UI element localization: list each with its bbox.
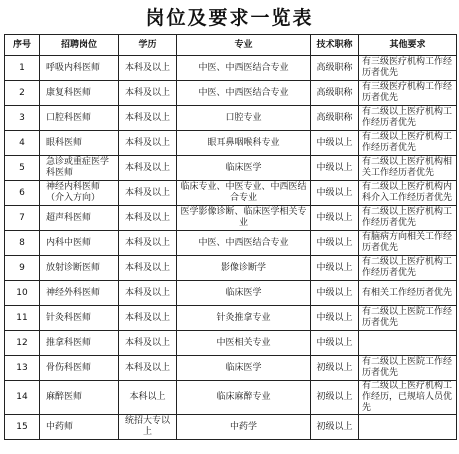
table-row xyxy=(5,306,457,331)
page-title: 岗位及要求一览表 xyxy=(145,7,314,29)
cell-education: 本科及以上 xyxy=(119,56,177,81)
cell-education: 统招大专以上 xyxy=(119,415,177,440)
header-major: 专业 xyxy=(177,35,311,56)
cell-major: 临床医学 xyxy=(177,281,311,306)
cell-major: 临床医学 xyxy=(177,356,311,381)
cell-major: 口腔专业 xyxy=(177,106,311,131)
cell-education: 本科及以上 xyxy=(119,281,177,306)
table-row xyxy=(5,181,457,206)
cell-other-requirements: 有三级医疗机构工作经历者优先 xyxy=(359,81,457,106)
cell-title: 高级职称 xyxy=(311,81,359,106)
cell-position: 麻醉医师 xyxy=(40,381,119,415)
cell-index: 1 xyxy=(5,56,40,81)
cell-other-requirements xyxy=(359,331,457,356)
cell-position: 放射诊断医师 xyxy=(40,256,119,281)
cell-major: 影像诊断学 xyxy=(177,256,311,281)
cell-other-requirements: 有二级以上医疗机构工作经历者优先 xyxy=(359,256,457,281)
header-education: 学历 xyxy=(119,35,177,56)
cell-major: 临床医学 xyxy=(177,156,311,181)
cell-other-requirements: 有二级以上医疗机构内科介入工作经历者优先 xyxy=(359,181,457,206)
cell-index: 4 xyxy=(5,131,40,156)
cell-title: 中级以上 xyxy=(311,331,359,356)
header-other-requirements: 其他要求 xyxy=(359,35,457,56)
cell-position: 超声科医师 xyxy=(40,206,119,231)
cell-position: 骨伤科医师 xyxy=(40,356,119,381)
cell-title: 中级以上 xyxy=(311,156,359,181)
cell-index: 15 xyxy=(5,415,40,440)
cell-position: 康复科医师 xyxy=(40,81,119,106)
cell-major: 中医相关专业 xyxy=(177,331,311,356)
cell-position: 神经内科医师（介入方向） xyxy=(40,181,119,206)
table-row xyxy=(5,56,457,81)
cell-other-requirements: 有二级以上医院工作经历者优先 xyxy=(359,356,457,381)
cell-major: 中医、中西医结合专业 xyxy=(177,81,311,106)
header-title: 技术职称 xyxy=(311,35,359,56)
cell-position: 中药师 xyxy=(40,415,119,440)
cell-title: 中级以上 xyxy=(311,281,359,306)
table-row xyxy=(5,356,457,381)
cell-title: 中级以上 xyxy=(311,206,359,231)
cell-education: 本科及以上 xyxy=(119,131,177,156)
table-row xyxy=(5,156,457,181)
cell-index: 6 xyxy=(5,181,40,206)
cell-major: 临床专业、中医专业、中西医结合专业 xyxy=(177,181,311,206)
cell-index: 8 xyxy=(5,231,40,256)
cell-education: 本科及以上 xyxy=(119,81,177,106)
cell-major: 中药学 xyxy=(177,415,311,440)
cell-title: 中级以上 xyxy=(311,181,359,206)
cell-index: 11 xyxy=(5,306,40,331)
job-requirements-table xyxy=(4,34,457,440)
cell-position: 呼吸内科医师 xyxy=(40,56,119,81)
cell-education: 本科及以上 xyxy=(119,306,177,331)
table-row xyxy=(5,256,457,281)
table-row xyxy=(5,131,457,156)
cell-other-requirements xyxy=(359,415,457,440)
table-header-row xyxy=(5,35,457,56)
cell-education: 本科及以上 xyxy=(119,231,177,256)
cell-index: 12 xyxy=(5,331,40,356)
table-row xyxy=(5,415,457,440)
cell-education: 本科及以上 xyxy=(119,156,177,181)
cell-position: 口腔科医师 xyxy=(40,106,119,131)
cell-position: 内科中医师 xyxy=(40,231,119,256)
cell-other-requirements: 有相关工作经历者优先 xyxy=(359,281,457,306)
cell-title: 中级以上 xyxy=(311,306,359,331)
cell-position: 神经外科医师 xyxy=(40,281,119,306)
cell-index: 10 xyxy=(5,281,40,306)
cell-title: 中级以上 xyxy=(311,231,359,256)
cell-title: 初级以上 xyxy=(311,356,359,381)
cell-index: 3 xyxy=(5,106,40,131)
cell-position: 眼科医师 xyxy=(40,131,119,156)
cell-education: 本科以上 xyxy=(119,381,177,415)
cell-position: 推拿科医师 xyxy=(40,331,119,356)
cell-other-requirements: 有二级以上医疗机构工作经历者优先 xyxy=(359,131,457,156)
cell-other-requirements: 有二级以上医院工作经历者优先 xyxy=(359,306,457,331)
cell-other-requirements: 有三级医疗机构工作经历者优先 xyxy=(359,56,457,81)
cell-education: 本科及以上 xyxy=(119,331,177,356)
cell-other-requirements: 有二级以上医疗机构工作经历者优先 xyxy=(359,206,457,231)
cell-major: 临床麻醉专业 xyxy=(177,381,311,415)
cell-other-requirements: 有二级以上医疗机构工作经历，已规培人员优先 xyxy=(359,381,457,415)
table-row xyxy=(5,106,457,131)
cell-title: 高级职称 xyxy=(311,106,359,131)
cell-position: 急诊或重症医学科医师 xyxy=(40,156,119,181)
cell-education: 本科及以上 xyxy=(119,206,177,231)
cell-title: 中级以上 xyxy=(311,256,359,281)
cell-major: 中医、中西医结合专业 xyxy=(177,231,311,256)
cell-major: 眼耳鼻咽喉科专业 xyxy=(177,131,311,156)
cell-index: 13 xyxy=(5,356,40,381)
header-position: 招聘岗位 xyxy=(40,35,119,56)
cell-major: 中医、中西医结合专业 xyxy=(177,56,311,81)
cell-education: 本科及以上 xyxy=(119,256,177,281)
cell-other-requirements: 有二级以上医疗机构相关工作经历者优先 xyxy=(359,156,457,181)
cell-title: 中级以上 xyxy=(311,131,359,156)
cell-index: 9 xyxy=(5,256,40,281)
cell-title: 初级以上 xyxy=(311,381,359,415)
table-row xyxy=(5,281,457,306)
table-row xyxy=(5,81,457,106)
cell-education: 本科及以上 xyxy=(119,181,177,206)
table-row xyxy=(5,206,457,231)
cell-title: 初级以上 xyxy=(311,415,359,440)
cell-other-requirements: 有二级以上医疗机构工作经历者优先 xyxy=(359,106,457,131)
cell-index: 14 xyxy=(5,381,40,415)
header-index: 序号 xyxy=(5,35,40,56)
cell-index: 7 xyxy=(5,206,40,231)
cell-index: 2 xyxy=(5,81,40,106)
table-row xyxy=(5,331,457,356)
cell-education: 本科及以上 xyxy=(119,106,177,131)
cell-index: 5 xyxy=(5,156,40,181)
table-row xyxy=(5,231,457,256)
cell-other-requirements: 有脑病方向相关工作经历者优先 xyxy=(359,231,457,256)
cell-title: 高级职称 xyxy=(311,56,359,81)
cell-education: 本科及以上 xyxy=(119,356,177,381)
cell-major: 针灸推拿专业 xyxy=(177,306,311,331)
table-row xyxy=(5,381,457,415)
cell-major: 医学影像诊断、临床医学相关专业 xyxy=(177,206,311,231)
cell-position: 针灸科医师 xyxy=(40,306,119,331)
